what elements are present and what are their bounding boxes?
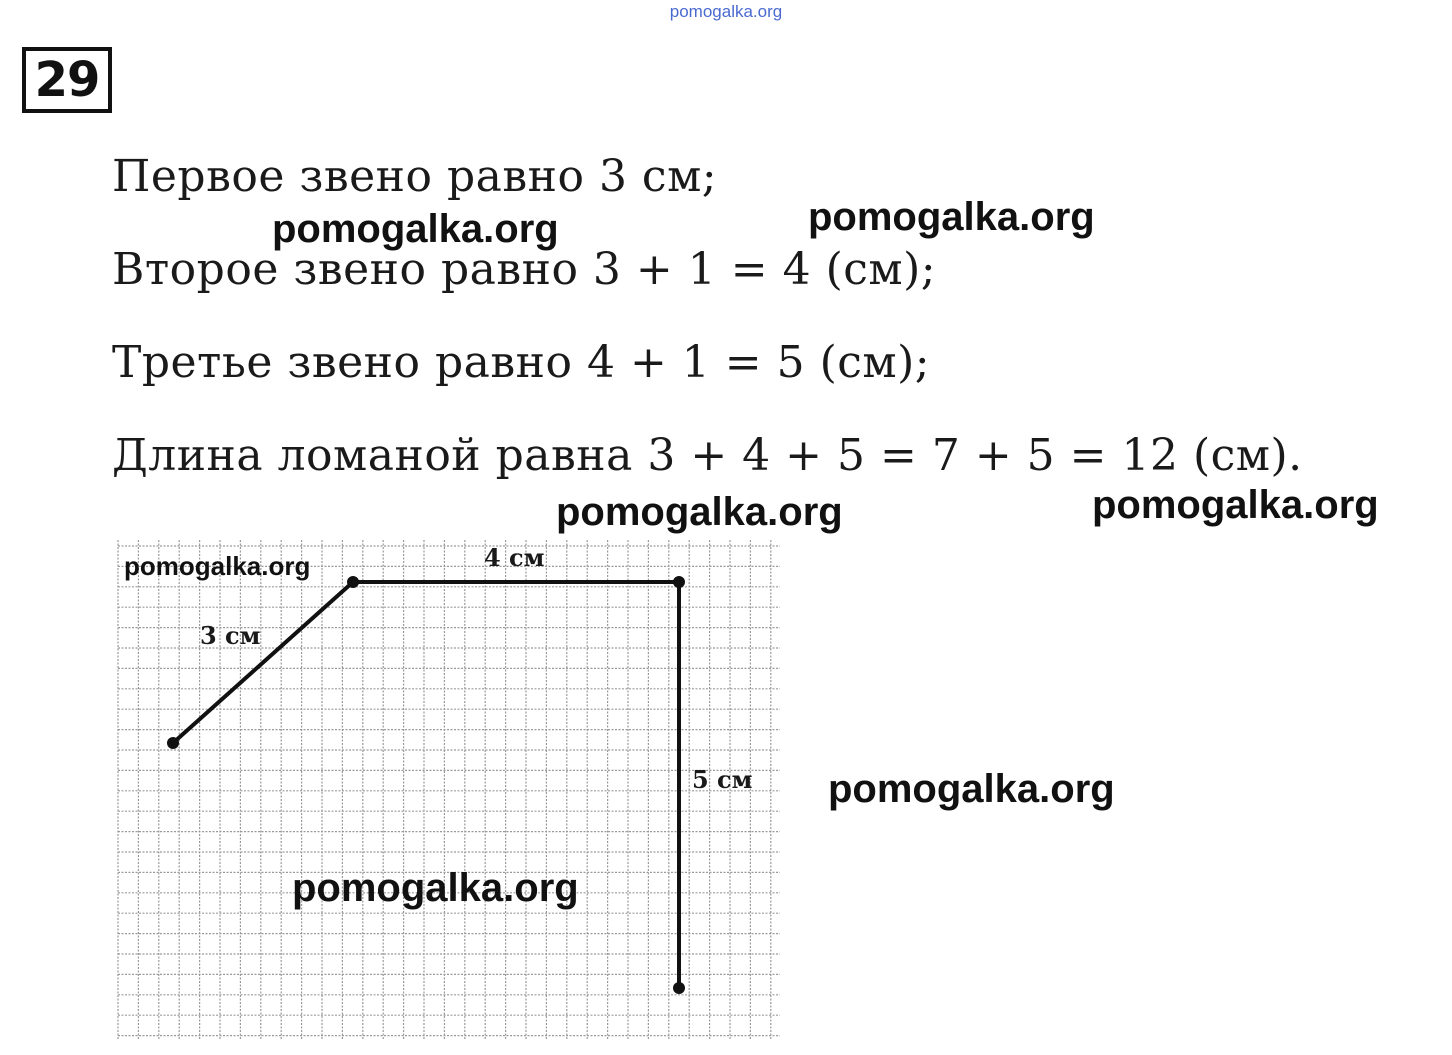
site-watermark-top: pomogalka.org [669, 2, 783, 21]
solution-line-4: Длина ломаной равна 3 + 4 + 5 = 7 + 5 = 12 (см). [112, 430, 1303, 481]
segment-label-3cm: 3 см [200, 621, 261, 650]
watermark: pomogalka.org [808, 195, 1095, 239]
solution-line-1: Первое звено равно 3 см; [112, 151, 718, 202]
watermark: pomogalka.org [556, 490, 843, 534]
watermark: pomogalka.org [1092, 483, 1379, 527]
solution-line-2: Второе звено равно 3 + 1 = 4 (см); [112, 244, 937, 295]
vertex-point [347, 576, 359, 588]
watermark: pomogalka.org [124, 551, 311, 581]
solution-line-3: Третье звено равно 4 + 1 = 5 (см); [112, 337, 931, 388]
vertex-point [167, 737, 179, 749]
segment-label-4cm: 4 см [484, 543, 545, 572]
task-number-box: 29 [22, 47, 112, 113]
segment-label-5cm: 5 см [692, 765, 753, 794]
watermark: pomogalka.org [272, 207, 559, 251]
watermark: pomogalka.org [292, 866, 579, 910]
watermark: pomogalka.org [828, 767, 1115, 811]
vertex-point [673, 982, 685, 994]
vertex-point [673, 576, 685, 588]
